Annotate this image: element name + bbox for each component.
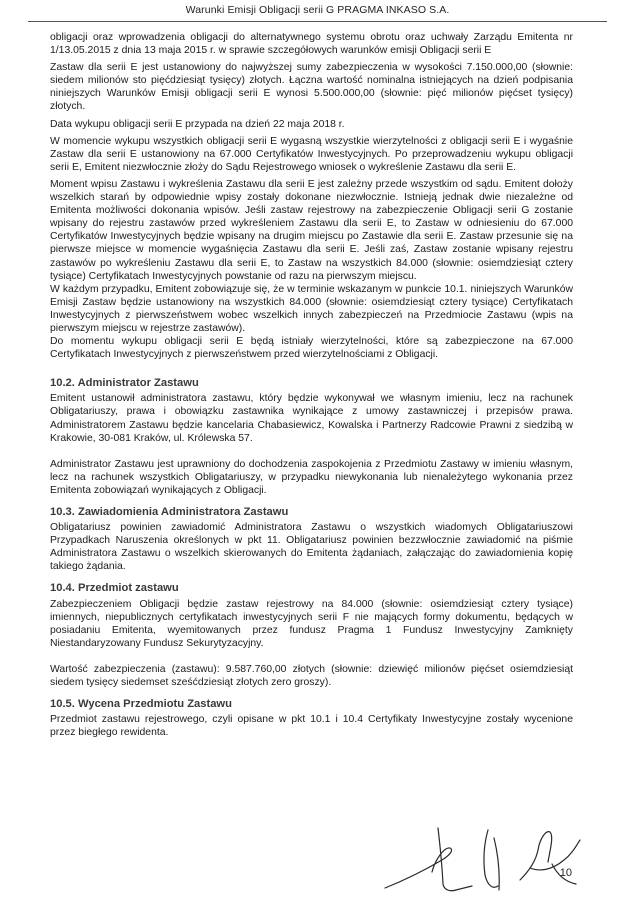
handwritten-signature [380, 820, 585, 896]
header-divider [28, 21, 607, 22]
section-heading-10-4: 10.4. Przedmiot zastawu [50, 582, 179, 595]
paragraph-entry-timing: Moment wpisu Zastawu i wykreślenia Zastawu dla serii E jest zależny przede wszystkim od sądu. Emitent dołoży wszelkich starań by odpowiednie wpisy zostały dokonane niezwłocznie. Istnieją jednak dwie niezależne od Emitenta możliwości dokonania wpisów. Jeśli zastaw rejestrowy na zabezpieczenie Obligacji serii G zostanie wpisany do rejestru zastawów przed wykreśleniem Zastawu dla serii E, to Zastaw w odniesieniu do 67.000 Certyfikatów Inwestycyjnych będzie wpisany na drugim miejscu po Zastawie dla serii E. Zastaw przesunie się na pierwsze miejsce w momencie wygaśnięcia Zastawu dla serii E. Jeśli zaś, Zastaw zostanie wpisany rejestru zastawów po wykreśleniu Zastawu dla serii E, to Zastaw na wszystkich 84.000 (słownie: osiemdziesiąt cztery tysiące) Certyfikatach Inwestycyjnych powstanie od razu na pierwszym miejscu. [50, 178, 573, 282]
paragraph-redemption-date: Data wykupu obligacji serii E przypada na dzień 22 maja 2018 r. [50, 118, 345, 130]
document-body [50, 31, 573, 739]
section-10-4-paragraph-1: Zabezpieczeniem Obligacji będzie zastaw rejestrowy na 84.000 (słownie: osiemdziesiąt cztery tysiące) imiennych, niepublicznych certyfikatach inwestycyjnych serii F nie mających formy dokumentu, będących w posiadaniu Emitenta, wyemitowanych przez fundusz Pragma 1 Fundusz Inwestycyjny Zamknięty Niestandaryzowany Fundusz Sekurytyzacyjny. [50, 598, 573, 649]
page-header: Warunki Emisji Obligacji serii G PRAGMA INKASO S.A. [185, 4, 450, 16]
section-10-5-paragraph-1: Przedmiot zastawu rejestrowego, czyli opisane w pkt 10.1 i 10.4 Certyfikaty Inwestycyjne zostały wycenione przez biegłego rewidenta. [50, 714, 573, 739]
paragraph-continuation: obligacji oraz wprowadzenia obligacji do alternatywnego systemu obrotu oraz uchwały Zarządu Emitenta nr 1/13.05.2015 z dnia 13 maja 2015 r. w sprawie szczegółowych warunków emisji Obligacji serii E [50, 32, 573, 57]
section-heading-10-3: 10.3. Zawiadomienia Administratora Zastawu [50, 506, 289, 518]
paragraph-zastaw-sum: Zastaw dla serii E jest ustanowiony do najwyższej sumy zabezpieczenia w wysokości 7.150.000,00 (słownie: siedem milionów sto pięćdziesiąt tysięcy) złotych. Łączna wartość nominalna istniejących na dzień podpisania niniejszych Warunków Emisji obligacji serii E wynosi 5.500.000,00 (słownie: pięć milionów pięćset tysięcy) złotych. [50, 62, 573, 113]
section-10-2-paragraph-2: Administrator Zastawu jest uprawniony do dochodzenia zaspokojenia z Przedmiotu Zastawy w imieniu własnym, lecz na rachunek wszystkich Obligatariuszy, w przypadku niewykonania lub nienależytego wykonania przez Emitenta zobowiązań wynikających z Obligacji. [50, 458, 573, 496]
section-10-4-paragraph-2: Wartość zabezpieczenia (zastawu): 9.587.760,00 złotych (słownie: dziewięć milionów pięćset osiemdziesiąt siedem tysięcy siedemset sześćdziesiąt złotych zero groszy). [50, 663, 573, 689]
page-number: 10 [559, 867, 572, 879]
paragraph-obligation: W każdym przypadku, Emitent zobowiązuje się, że w terminie wskazanym w punkcie 10.1. niniejszych Warunków Emisji Zastaw będzie ustanowiony na wszystkich 84.000 (słownie: osiemdziesiąt cztery tysiące) Certyfikatach Inwestycyjnych z pierwszeństwem wobec wszelkich innych zabezpieczeń na Przedmiocie Zastawu (wpis na pierwszym miejscu w rejestrze zastawów). [50, 283, 573, 334]
section-heading-10-2: 10.2. Administrator Zastawu [50, 377, 199, 390]
paragraph-redemption-effect: W momencie wykupu wszystkich obligacji serii E wygasną wszystkie wierzytelności z obligacji serii E i wygaśnie Zastaw dla serii E ustanowiony na 67.000 Certyfikatów Inwestycyjnych. Po przeprowadzeniu wykupu obligacji serii E, Emitent niezwłocznie złoży do Sądu Rejestrowego wniosek o wykreślenie Zastawu dla serii E. [50, 135, 573, 173]
paragraph-until-redemption: Do momentu wykupu obligacji serii E będą istniały wierzytelności, które są zabezpieczone na 67.000 Certyfikatach Inwestycyjnych z pierwszeństwem przed wierzytelnościami z Obligacji. [50, 336, 573, 361]
section-10-3-paragraph-1: Obligatariusz powinien zawiadomić Administratora Zastawu o wszystkich wiadomych Obligatariuszowi Przypadkach Naruszenia określonych w pkt 11. Obligatariusz powinien bezzwłocznie zawiadomić na piśmie Administratora Zastawu o wszelkich skierowanych do Emitenta żądaniach, załączając do zawiadomienia kopię takiego żądania. [50, 522, 573, 573]
section-heading-10-5: 10.5. Wycena Przedmiotu Zastawu [50, 698, 232, 711]
section-10-2-paragraph-1: Emitent ustanowił administratora zastawu, który będzie wykonywał we własnym imieniu, lecz na rachunek Obligatariuszy, prawa i obowiązku zastawnika wynikające z umowy zastawniczej i przepisów prawa. Administratorem Zastawu będzie kancelaria Chabasiewicz, Kowalska i Partnerzy Radcowie Prawni z siedzibą w Krakowie, 30-081 Kraków, ul. Królewska 57. [50, 393, 573, 444]
